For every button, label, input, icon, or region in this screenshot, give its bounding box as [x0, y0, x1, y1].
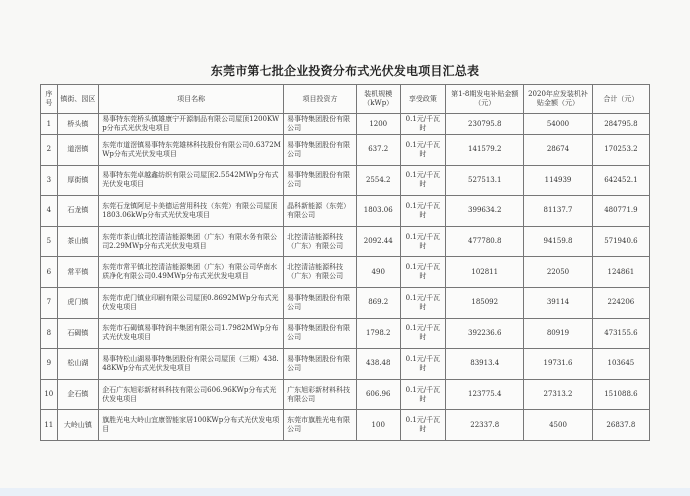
cell-subsidy-2020: 19731.6 [524, 349, 593, 380]
cell-capacity: 1798.2 [356, 318, 400, 349]
cell-policy: 0.1元/千瓦时 [400, 114, 446, 135]
cell-investor: 易事特集团股份有限公司 [284, 287, 357, 318]
table-row [41, 410, 650, 441]
cell-subsidy-2020: 22050 [524, 257, 593, 288]
cell-subsidy-2020: 27313.2 [524, 379, 593, 410]
cell-town: 石龙镇 [57, 196, 99, 227]
cell-no: 1 [41, 114, 58, 135]
cell-subsidy-2020: 81137.7 [524, 196, 593, 227]
cell-total: 284795.8 [592, 114, 649, 135]
cell-total: 480771.9 [592, 196, 649, 227]
table-row [41, 226, 650, 257]
header-capacity: 装机规模（kWp） [356, 85, 400, 114]
cell-subsidy-1-8: 527513.1 [446, 165, 524, 196]
cell-project-name: 东莞市石碣镇易事特润丰集团有限公司1.7982MWp分布式光伏发电项目 [99, 318, 284, 349]
cell-town: 道滘镇 [57, 135, 99, 166]
bottom-strip [0, 488, 690, 496]
cell-subsidy-2020: 54000 [524, 114, 593, 135]
cell-total: 642452.1 [592, 165, 649, 196]
cell-subsidy-1-8: 399634.2 [446, 196, 524, 227]
cell-town: 大岭山镇 [57, 410, 99, 441]
cell-policy: 0.1元/千瓦时 [400, 379, 446, 410]
cell-capacity: 606.96 [356, 379, 400, 410]
cell-project-name: 易事特东莞桥头镇雄康宁开源制品有限公司屋顶1200KWp分布式光伏发电项目 [99, 114, 284, 135]
table-row [41, 196, 650, 227]
document-title: 东莞市第七批企业投资分布式光伏发电项目汇总表 [210, 64, 480, 78]
header-subsidy-1-8: 第1-8期发电补贴金额（元） [446, 85, 524, 114]
cell-investor: 晶科新能源（东莞）有限公司 [284, 196, 357, 227]
table-row [41, 318, 650, 349]
cell-town: 企石镇 [57, 379, 99, 410]
cell-project-name: 东莞市茶山镇北控清洁能源集团（广东）有限水务有限公司2.29MWp分布式光伏发电项目 [99, 226, 284, 257]
cell-subsidy-1-8: 22337.8 [446, 410, 524, 441]
cell-no: 4 [41, 196, 58, 227]
cell-project-name: 东莞市虎门镇业印刷有限公司屋顶0.8692MWp分布式光伏发电项目 [99, 287, 284, 318]
cell-subsidy-1-8: 230795.8 [446, 114, 524, 135]
cell-policy: 0.1元/千瓦时 [400, 135, 446, 166]
cell-no: 9 [41, 349, 58, 380]
cell-policy: 0.1元/千瓦时 [400, 196, 446, 227]
cell-project-name: 易事特东莞卓越鑫纺织有限公司屋顶2.5542MWp分布式光伏发电项目 [99, 165, 284, 196]
cell-investor: 东莞市旗胜光电有限公司 [284, 410, 357, 441]
table-row [41, 287, 650, 318]
table-row [41, 257, 650, 288]
cell-no: 2 [41, 135, 58, 166]
cell-no: 8 [41, 318, 58, 349]
cell-project-name: 企石广东旭彩新材料科技有限公司606.96KWp分布式光伏发电项目 [99, 379, 284, 410]
cell-town: 厚街镇 [57, 165, 99, 196]
cell-investor: 易事特集团股份有限公司 [284, 114, 357, 135]
header-no: 序号 [41, 85, 58, 114]
cell-total: 151088.6 [592, 379, 649, 410]
cell-town: 松山湖 [57, 349, 99, 380]
cell-total: 224206 [592, 287, 649, 318]
cell-subsidy-1-8: 141579.2 [446, 135, 524, 166]
table-header [41, 85, 650, 114]
cell-policy: 0.1元/千瓦时 [400, 287, 446, 318]
cell-subsidy-1-8: 392236.6 [446, 318, 524, 349]
cell-total: 124861 [592, 257, 649, 288]
cell-no: 10 [41, 379, 58, 410]
cell-subsidy-2020: 80919 [524, 318, 593, 349]
cell-town: 石碣镇 [57, 318, 99, 349]
cell-total: 170253.2 [592, 135, 649, 166]
cell-no: 3 [41, 165, 58, 196]
cell-project-name: 东莞市道滘镇易事特东莞雄林科技股份有限公司0.6372MWp分布式光伏发电项目 [99, 135, 284, 166]
cell-town: 常平镇 [57, 257, 99, 288]
cell-capacity: 869.2 [356, 287, 400, 318]
cell-total: 26837.8 [592, 410, 649, 441]
cell-capacity: 438.48 [356, 349, 400, 380]
cell-subsidy-1-8: 123775.4 [446, 379, 524, 410]
header-total: 合计（元） [592, 85, 649, 114]
summary-table [40, 84, 650, 441]
cell-subsidy-1-8: 185092 [446, 287, 524, 318]
cell-total: 571940.6 [592, 226, 649, 257]
table-row [41, 165, 650, 196]
table-row [41, 349, 650, 380]
cell-subsidy-2020: 28674 [524, 135, 593, 166]
cell-project-name: 易事特松山湖易事特集团股份有限公司屋顶（三期）438.48KWp分布式光伏发电项目 [99, 349, 284, 380]
cell-no: 7 [41, 287, 58, 318]
cell-policy: 0.1元/千瓦时 [400, 318, 446, 349]
cell-total: 473155.6 [592, 318, 649, 349]
cell-project-name: 东莞市常平镇北控清洁能源集团（广东）有限公司华南水质净化有限公司0.49MWp分布式光伏发电项目 [99, 257, 284, 288]
cell-policy: 0.1元/千瓦时 [400, 410, 446, 441]
cell-subsidy-1-8: 477780.8 [446, 226, 524, 257]
cell-project-name: 东莞石龙镇阿尼卡美德运营用科技（东莞）有限公司屋顶1803.06kWp分布式光伏发电项目 [99, 196, 284, 227]
table-row [41, 379, 650, 410]
cell-town: 虎门镇 [57, 287, 99, 318]
cell-subsidy-2020: 39114 [524, 287, 593, 318]
cell-investor: 北控清洁能源科技（广东）有限公司 [284, 257, 357, 288]
cell-policy: 0.1元/千瓦时 [400, 165, 446, 196]
cell-investor: 北控清洁能源科技（广东）有限公司 [284, 226, 357, 257]
header-row [41, 85, 650, 114]
cell-investor: 易事特集团股份有限公司 [284, 318, 357, 349]
cell-investor: 易事特集团股份有限公司 [284, 135, 357, 166]
cell-subsidy-1-8: 83913.4 [446, 349, 524, 380]
cell-subsidy-2020: 114939 [524, 165, 593, 196]
table-body [41, 114, 650, 441]
cell-capacity: 2092.44 [356, 226, 400, 257]
cell-policy: 0.1元/千瓦时 [400, 349, 446, 380]
cell-capacity: 100 [356, 410, 400, 441]
header-project-name: 项目名称 [99, 85, 284, 114]
cell-project-name: 旗胜光电大岭山宜康智能家居100KWp分布式光伏发电项目 [99, 410, 284, 441]
cell-capacity: 637.2 [356, 135, 400, 166]
cell-capacity: 490 [356, 257, 400, 288]
cell-no: 6 [41, 257, 58, 288]
cell-no: 11 [41, 410, 58, 441]
cell-subsidy-1-8: 102811 [446, 257, 524, 288]
table-row [41, 135, 650, 166]
cell-capacity: 1200 [356, 114, 400, 135]
cell-investor: 广东旭彩新材料科技有限公司 [284, 379, 357, 410]
cell-no: 5 [41, 226, 58, 257]
cell-total: 103645 [592, 349, 649, 380]
cell-policy: 0.1元/千瓦时 [400, 226, 446, 257]
header-investor: 项目投资方 [284, 85, 357, 114]
cell-investor: 易事特集团股份有限公司 [284, 165, 357, 196]
cell-capacity: 1803.06 [356, 196, 400, 227]
table-row [41, 114, 650, 135]
cell-policy: 0.1元/千瓦时 [400, 257, 446, 288]
header-subsidy-2020: 2020年应发装机补贴金额（元） [524, 85, 593, 114]
header-policy: 享受政策 [400, 85, 446, 114]
cell-capacity: 2554.2 [356, 165, 400, 196]
header-town: 镇街、园区 [57, 85, 99, 114]
cell-subsidy-2020: 4500 [524, 410, 593, 441]
cell-town: 茶山镇 [57, 226, 99, 257]
cell-town: 桥头镇 [57, 114, 99, 135]
cell-subsidy-2020: 94159.8 [524, 226, 593, 257]
cell-investor: 易事特集团股份有限公司 [284, 349, 357, 380]
